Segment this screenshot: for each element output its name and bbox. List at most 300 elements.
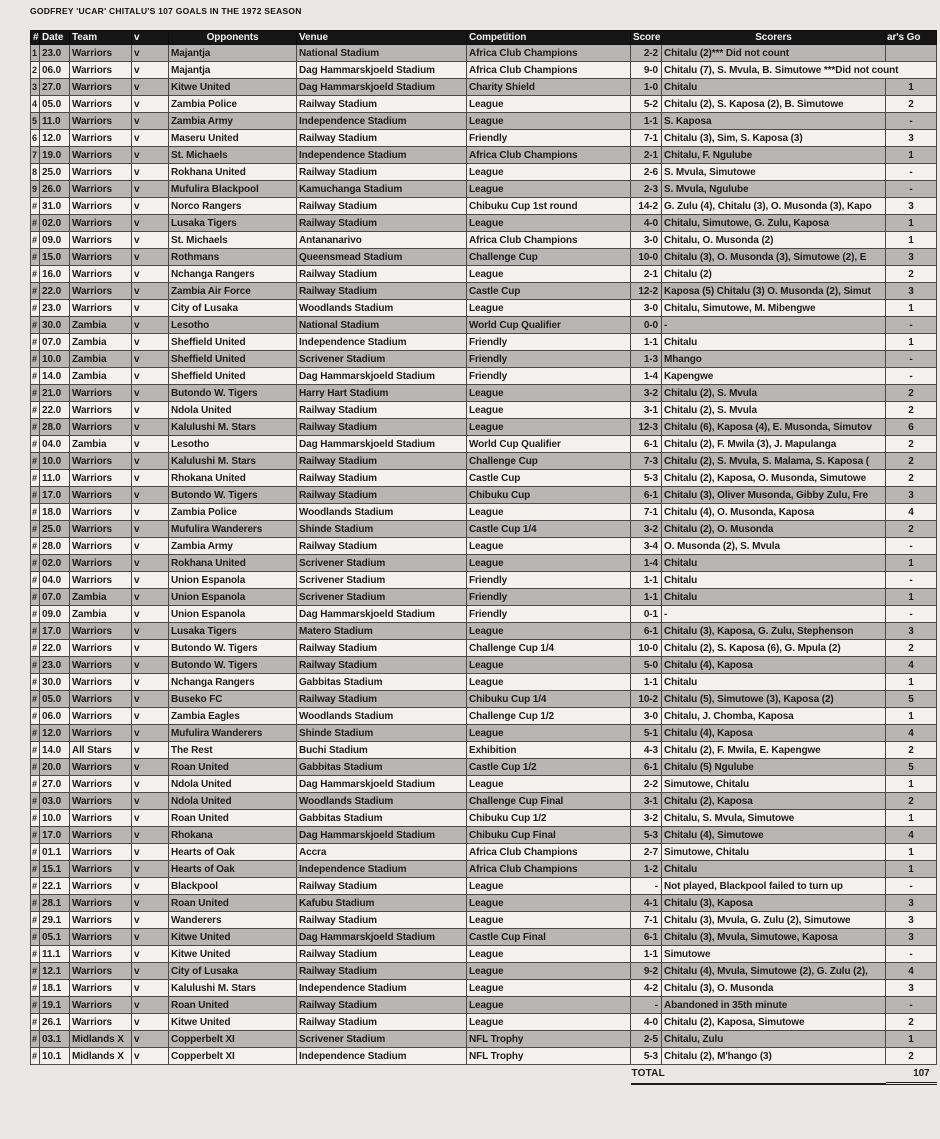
opponents: Sheffield United bbox=[169, 351, 297, 368]
table-footer bbox=[31, 1065, 937, 1084]
scorers: Kapengwe bbox=[662, 368, 886, 385]
competition: Africa Club Champions bbox=[467, 861, 631, 878]
table-row bbox=[31, 606, 937, 623]
opponents: Blackpool bbox=[169, 878, 297, 895]
opponents: Kitwe United bbox=[169, 79, 297, 96]
competition: League bbox=[467, 878, 631, 895]
venue: Railway Stadium bbox=[297, 997, 467, 1014]
table-row bbox=[31, 793, 937, 810]
row-number: # bbox=[31, 844, 40, 861]
venue: Queensmead Stadium bbox=[297, 249, 467, 266]
goals: 4 bbox=[886, 827, 937, 844]
goals: - bbox=[886, 997, 937, 1014]
scorers: Chitalu (3), O. Musonda (3), Simutowe (2), E bbox=[662, 249, 886, 266]
opponents: Lesotho bbox=[169, 317, 297, 334]
row-number: 6 bbox=[31, 130, 40, 147]
opponents: Rhokana United bbox=[169, 470, 297, 487]
team: Warriors bbox=[70, 674, 132, 691]
opponents: Roan United bbox=[169, 759, 297, 776]
venue: Independence Stadium bbox=[297, 861, 467, 878]
scorers: Chitalu, Simutowe, G. Zulu, Kaposa bbox=[662, 215, 886, 232]
goals: 2 bbox=[886, 470, 937, 487]
goals: 3 bbox=[886, 623, 937, 640]
scorers: Kaposa (5) Chitalu (3) O. Musonda (2), Simut bbox=[662, 283, 886, 300]
scorers: Chitalu (2), S. Mvula bbox=[662, 385, 886, 402]
scorers: Chitalu bbox=[662, 334, 886, 351]
team: Warriors bbox=[70, 759, 132, 776]
column-header-date: Date bbox=[40, 31, 70, 45]
team: Zambia bbox=[70, 334, 132, 351]
scorers: Chitalu (2) bbox=[662, 266, 886, 283]
opponents: Lusaka Tigers bbox=[169, 215, 297, 232]
score: 0-0 bbox=[631, 317, 662, 334]
competition: Africa Club Champions bbox=[467, 45, 631, 62]
match-date: 20.0 bbox=[40, 759, 70, 776]
scorers: Chitalu (6), Kaposa (4), E. Musonda, Simutov bbox=[662, 419, 886, 436]
match-date: 04.0 bbox=[40, 572, 70, 589]
row-number: 4 bbox=[31, 96, 40, 113]
match-date: 04.0 bbox=[40, 436, 70, 453]
team: Warriors bbox=[70, 215, 132, 232]
team: Warriors bbox=[70, 878, 132, 895]
versus: v bbox=[132, 232, 169, 249]
scorers: Chitalu (2), S. Kaposa (6), G. Mpula (2) bbox=[662, 640, 886, 657]
match-date: 07.0 bbox=[40, 589, 70, 606]
table-row bbox=[31, 164, 937, 181]
match-date: 11.1 bbox=[40, 946, 70, 963]
opponents: Mufulira Blackpool bbox=[169, 181, 297, 198]
venue: Dag Hammarskjoeld Stadium bbox=[297, 79, 467, 96]
venue: Scrivener Stadium bbox=[297, 351, 467, 368]
row-number: 2 bbox=[31, 62, 40, 79]
venue: Woodlands Stadium bbox=[297, 708, 467, 725]
versus: v bbox=[132, 470, 169, 487]
venue: Woodlands Stadium bbox=[297, 504, 467, 521]
row-number: 3 bbox=[31, 79, 40, 96]
row-number: # bbox=[31, 759, 40, 776]
row-number: # bbox=[31, 521, 40, 538]
team: Warriors bbox=[70, 419, 132, 436]
competition: League bbox=[467, 538, 631, 555]
row-number: # bbox=[31, 810, 40, 827]
opponents: Roan United bbox=[169, 997, 297, 1014]
table-row bbox=[31, 997, 937, 1014]
score: 12-2 bbox=[631, 283, 662, 300]
competition: Africa Club Champions bbox=[467, 844, 631, 861]
row-number: # bbox=[31, 266, 40, 283]
score: 4-3 bbox=[631, 742, 662, 759]
competition: Chibuku Cup 1/4 bbox=[467, 691, 631, 708]
team: Warriors bbox=[70, 453, 132, 470]
team: Warriors bbox=[70, 283, 132, 300]
score: 4-0 bbox=[631, 215, 662, 232]
goals: - bbox=[886, 606, 937, 623]
row-number: # bbox=[31, 368, 40, 385]
score: 10-0 bbox=[631, 249, 662, 266]
venue: Gabbitas Stadium bbox=[297, 674, 467, 691]
venue: Shinde Stadium bbox=[297, 521, 467, 538]
score: 1-1 bbox=[631, 334, 662, 351]
versus: v bbox=[132, 1014, 169, 1031]
competition: League bbox=[467, 164, 631, 181]
match-date: 26.1 bbox=[40, 1014, 70, 1031]
table-header bbox=[31, 31, 937, 45]
competition: Africa Club Champions bbox=[467, 232, 631, 249]
venue: Independence Stadium bbox=[297, 334, 467, 351]
competition: League bbox=[467, 215, 631, 232]
match-date: 19.1 bbox=[40, 997, 70, 1014]
match-date: 15.0 bbox=[40, 249, 70, 266]
opponents: Ndola United bbox=[169, 402, 297, 419]
column-header-venue: Venue bbox=[297, 31, 467, 45]
row-number: # bbox=[31, 198, 40, 215]
total-value: 107 bbox=[886, 1065, 937, 1084]
score: 6-1 bbox=[631, 487, 662, 504]
goals: 1 bbox=[886, 334, 937, 351]
goals: 1 bbox=[886, 844, 937, 861]
row-number: # bbox=[31, 912, 40, 929]
venue: Railway Stadium bbox=[297, 96, 467, 113]
table-row bbox=[31, 708, 937, 725]
versus: v bbox=[132, 385, 169, 402]
versus: v bbox=[132, 895, 169, 912]
opponents: Union Espanola bbox=[169, 572, 297, 589]
competition: League bbox=[467, 504, 631, 521]
table-row bbox=[31, 776, 937, 793]
row-number: # bbox=[31, 623, 40, 640]
goals: 4 bbox=[886, 725, 937, 742]
versus: v bbox=[132, 606, 169, 623]
scorers: Chitalu (3), Kaposa, G. Zulu, Stephenson bbox=[662, 623, 886, 640]
opponents: Butondo W. Tigers bbox=[169, 487, 297, 504]
competition: World Cup Qualifier bbox=[467, 436, 631, 453]
match-date: 09.0 bbox=[40, 606, 70, 623]
table-row bbox=[31, 198, 937, 215]
goals: 3 bbox=[886, 929, 937, 946]
match-date: 14.0 bbox=[40, 742, 70, 759]
scorers: Chitalu (3), Oliver Musonda, Gibby Zulu, Fre bbox=[662, 487, 886, 504]
goals: 3 bbox=[886, 895, 937, 912]
venue: Railway Stadium bbox=[297, 402, 467, 419]
score: 3-0 bbox=[631, 300, 662, 317]
venue: Railway Stadium bbox=[297, 487, 467, 504]
versus: v bbox=[132, 351, 169, 368]
venue: Railway Stadium bbox=[297, 1014, 467, 1031]
column-header-opponents: Opponents bbox=[169, 31, 297, 45]
score: 3-1 bbox=[631, 402, 662, 419]
table-row bbox=[31, 844, 937, 861]
row-number: # bbox=[31, 402, 40, 419]
row-number: # bbox=[31, 249, 40, 266]
goals: 3 bbox=[886, 912, 937, 929]
competition: League bbox=[467, 555, 631, 572]
competition: League bbox=[467, 1014, 631, 1031]
competition: Friendly bbox=[467, 351, 631, 368]
venue: Railway Stadium bbox=[297, 453, 467, 470]
scorers: Chitalu (2), M'hango (3) bbox=[662, 1048, 886, 1065]
table-row bbox=[31, 759, 937, 776]
goals-table bbox=[30, 30, 937, 1085]
score: 1-0 bbox=[631, 79, 662, 96]
column-header-team: Team bbox=[70, 31, 132, 45]
versus: v bbox=[132, 164, 169, 181]
team: Warriors bbox=[70, 62, 132, 79]
versus: v bbox=[132, 317, 169, 334]
match-date: 25.0 bbox=[40, 164, 70, 181]
goals: - bbox=[886, 368, 937, 385]
competition: Charity Shield bbox=[467, 79, 631, 96]
total-label: TOTAL bbox=[631, 1065, 886, 1084]
goals: 2 bbox=[886, 1048, 937, 1065]
row-number: 8 bbox=[31, 164, 40, 181]
team: Warriors bbox=[70, 640, 132, 657]
team: Warriors bbox=[70, 385, 132, 402]
match-date: 30.0 bbox=[40, 317, 70, 334]
versus: v bbox=[132, 249, 169, 266]
match-date: 10.0 bbox=[40, 810, 70, 827]
team: All Stars bbox=[70, 742, 132, 759]
score: 5-1 bbox=[631, 725, 662, 742]
competition: Africa Club Champions bbox=[467, 62, 631, 79]
score: 7-3 bbox=[631, 453, 662, 470]
team: Warriors bbox=[70, 776, 132, 793]
versus: v bbox=[132, 181, 169, 198]
team: Warriors bbox=[70, 827, 132, 844]
row-number: # bbox=[31, 334, 40, 351]
venue: Railway Stadium bbox=[297, 946, 467, 963]
column-header-number: # bbox=[31, 31, 40, 45]
venue: Scrivener Stadium bbox=[297, 555, 467, 572]
row-number: # bbox=[31, 215, 40, 232]
versus: v bbox=[132, 45, 169, 62]
match-date: 10.0 bbox=[40, 351, 70, 368]
scorers: Chitalu (3), O. Musonda bbox=[662, 980, 886, 997]
versus: v bbox=[132, 62, 169, 79]
scorers: Chitalu, F. Ngulube bbox=[662, 147, 886, 164]
total-spacer bbox=[31, 1065, 631, 1084]
goals: 2 bbox=[886, 96, 937, 113]
table-row bbox=[31, 402, 937, 419]
match-date: 14.0 bbox=[40, 368, 70, 385]
scorers: Chitalu (2)*** Did not count bbox=[662, 45, 886, 62]
match-date: 05.0 bbox=[40, 691, 70, 708]
scorers: Chitalu, J. Chomba, Kaposa bbox=[662, 708, 886, 725]
match-date: 28.0 bbox=[40, 538, 70, 555]
scorers: Chitalu (2), O. Musonda bbox=[662, 521, 886, 538]
venue: National Stadium bbox=[297, 317, 467, 334]
versus: v bbox=[132, 742, 169, 759]
competition: Friendly bbox=[467, 368, 631, 385]
team: Warriors bbox=[70, 555, 132, 572]
versus: v bbox=[132, 657, 169, 674]
row-number: # bbox=[31, 742, 40, 759]
versus: v bbox=[132, 147, 169, 164]
goals: 2 bbox=[886, 453, 937, 470]
opponents: Roan United bbox=[169, 895, 297, 912]
row-number: # bbox=[31, 793, 40, 810]
team: Warriors bbox=[70, 895, 132, 912]
row-number: # bbox=[31, 895, 40, 912]
scorers: Chitalu (3), Sim, S. Kaposa (3) bbox=[662, 130, 886, 147]
venue: Dag Hammarskjoeld Stadium bbox=[297, 929, 467, 946]
competition: Castle Cup 1/4 bbox=[467, 521, 631, 538]
table-row bbox=[31, 419, 937, 436]
venue: Railway Stadium bbox=[297, 266, 467, 283]
goals: 1 bbox=[886, 810, 937, 827]
competition: League bbox=[467, 385, 631, 402]
match-date: 23.0 bbox=[40, 45, 70, 62]
row-number: # bbox=[31, 606, 40, 623]
venue: Independence Stadium bbox=[297, 1048, 467, 1065]
team: Warriors bbox=[70, 521, 132, 538]
score: 2-2 bbox=[631, 45, 662, 62]
venue: Independence Stadium bbox=[297, 980, 467, 997]
venue: Buchi Stadium bbox=[297, 742, 467, 759]
goals: 3 bbox=[886, 130, 937, 147]
versus: v bbox=[132, 572, 169, 589]
row-number: # bbox=[31, 861, 40, 878]
versus: v bbox=[132, 453, 169, 470]
match-date: 06.0 bbox=[40, 62, 70, 79]
opponents: Norco Rangers bbox=[169, 198, 297, 215]
scorers: Chitalu (2), S. Kaposa (2), B. Simutowe bbox=[662, 96, 886, 113]
goals: 2 bbox=[886, 742, 937, 759]
score: 10-2 bbox=[631, 691, 662, 708]
score: 7-1 bbox=[631, 912, 662, 929]
match-date: 28.1 bbox=[40, 895, 70, 912]
match-date: 22.0 bbox=[40, 640, 70, 657]
venue: Woodlands Stadium bbox=[297, 793, 467, 810]
team: Zambia bbox=[70, 317, 132, 334]
competition: League bbox=[467, 946, 631, 963]
opponents: City of Lusaka bbox=[169, 963, 297, 980]
goals: - bbox=[886, 181, 937, 198]
competition: League bbox=[467, 895, 631, 912]
scorers: Mhango bbox=[662, 351, 886, 368]
score: 5-3 bbox=[631, 1048, 662, 1065]
venue: Independence Stadium bbox=[297, 113, 467, 130]
opponents: Zambia Police bbox=[169, 504, 297, 521]
match-date: 23.0 bbox=[40, 657, 70, 674]
goals: 2 bbox=[886, 385, 937, 402]
opponents: Kalulushi M. Stars bbox=[169, 453, 297, 470]
scorers: Chitalu bbox=[662, 589, 886, 606]
table-row bbox=[31, 691, 937, 708]
table-row bbox=[31, 334, 937, 351]
score: 3-2 bbox=[631, 385, 662, 402]
goals: 3 bbox=[886, 980, 937, 997]
competition: Challenge Cup 1/4 bbox=[467, 640, 631, 657]
match-date: 27.0 bbox=[40, 776, 70, 793]
competition: League bbox=[467, 997, 631, 1014]
table-row bbox=[31, 1014, 937, 1031]
competition: League bbox=[467, 980, 631, 997]
versus: v bbox=[132, 555, 169, 572]
opponents: Sheffield United bbox=[169, 334, 297, 351]
table-row bbox=[31, 470, 937, 487]
versus: v bbox=[132, 793, 169, 810]
table-row bbox=[31, 980, 937, 997]
row-number: # bbox=[31, 487, 40, 504]
score: 1-1 bbox=[631, 572, 662, 589]
row-number: # bbox=[31, 725, 40, 742]
scorers: - bbox=[662, 606, 886, 623]
table-row bbox=[31, 147, 937, 164]
score: 4-1 bbox=[631, 895, 662, 912]
team: Zambia bbox=[70, 606, 132, 623]
competition: League bbox=[467, 963, 631, 980]
column-header-goals: ar's Go bbox=[886, 31, 937, 45]
score: 6-1 bbox=[631, 929, 662, 946]
scorers: S. Mvula, Ngulube bbox=[662, 181, 886, 198]
team: Warriors bbox=[70, 300, 132, 317]
competition: League bbox=[467, 266, 631, 283]
score: 3-2 bbox=[631, 521, 662, 538]
goals: 5 bbox=[886, 691, 937, 708]
competition: NFL Trophy bbox=[467, 1031, 631, 1048]
goals: - bbox=[886, 572, 937, 589]
table-row bbox=[31, 487, 937, 504]
versus: v bbox=[132, 487, 169, 504]
scorers: Abandoned in 35th minute bbox=[662, 997, 886, 1014]
score: 3-0 bbox=[631, 708, 662, 725]
venue: Shinde Stadium bbox=[297, 725, 467, 742]
venue: Scrivener Stadium bbox=[297, 572, 467, 589]
opponents: Mufulira Wanderers bbox=[169, 725, 297, 742]
match-date: 16.0 bbox=[40, 266, 70, 283]
competition: League bbox=[467, 776, 631, 793]
table-row bbox=[31, 504, 937, 521]
row-number: # bbox=[31, 572, 40, 589]
team: Warriors bbox=[70, 997, 132, 1014]
versus: v bbox=[132, 300, 169, 317]
competition: Africa Club Champions bbox=[467, 147, 631, 164]
score: 6-1 bbox=[631, 759, 662, 776]
row-number: # bbox=[31, 640, 40, 657]
team: Warriors bbox=[70, 147, 132, 164]
team: Warriors bbox=[70, 198, 132, 215]
venue: Dag Hammarskjoeld Stadium bbox=[297, 606, 467, 623]
column-header-score: Score bbox=[631, 31, 662, 45]
opponents: Zambia Air Force bbox=[169, 283, 297, 300]
table-row bbox=[31, 300, 937, 317]
match-date: 12.1 bbox=[40, 963, 70, 980]
versus: v bbox=[132, 521, 169, 538]
versus: v bbox=[132, 283, 169, 300]
scorers: S. Kaposa bbox=[662, 113, 886, 130]
team: Warriors bbox=[70, 793, 132, 810]
row-number: # bbox=[31, 980, 40, 997]
competition: Challenge Cup Final bbox=[467, 793, 631, 810]
match-date: 30.0 bbox=[40, 674, 70, 691]
score: 10-0 bbox=[631, 640, 662, 657]
team: Warriors bbox=[70, 470, 132, 487]
versus: v bbox=[132, 266, 169, 283]
table-row bbox=[31, 878, 937, 895]
row-number: # bbox=[31, 538, 40, 555]
competition: League bbox=[467, 912, 631, 929]
competition: Challenge Cup bbox=[467, 249, 631, 266]
score: 9-2 bbox=[631, 963, 662, 980]
goals: 6 bbox=[886, 419, 937, 436]
scorers: Chitalu, Zulu bbox=[662, 1031, 886, 1048]
goals: - bbox=[886, 113, 937, 130]
scorers: Not played, Blackpool failed to turn up bbox=[662, 878, 886, 895]
score: - bbox=[631, 878, 662, 895]
row-number: # bbox=[31, 470, 40, 487]
versus: v bbox=[132, 963, 169, 980]
row-number: # bbox=[31, 419, 40, 436]
